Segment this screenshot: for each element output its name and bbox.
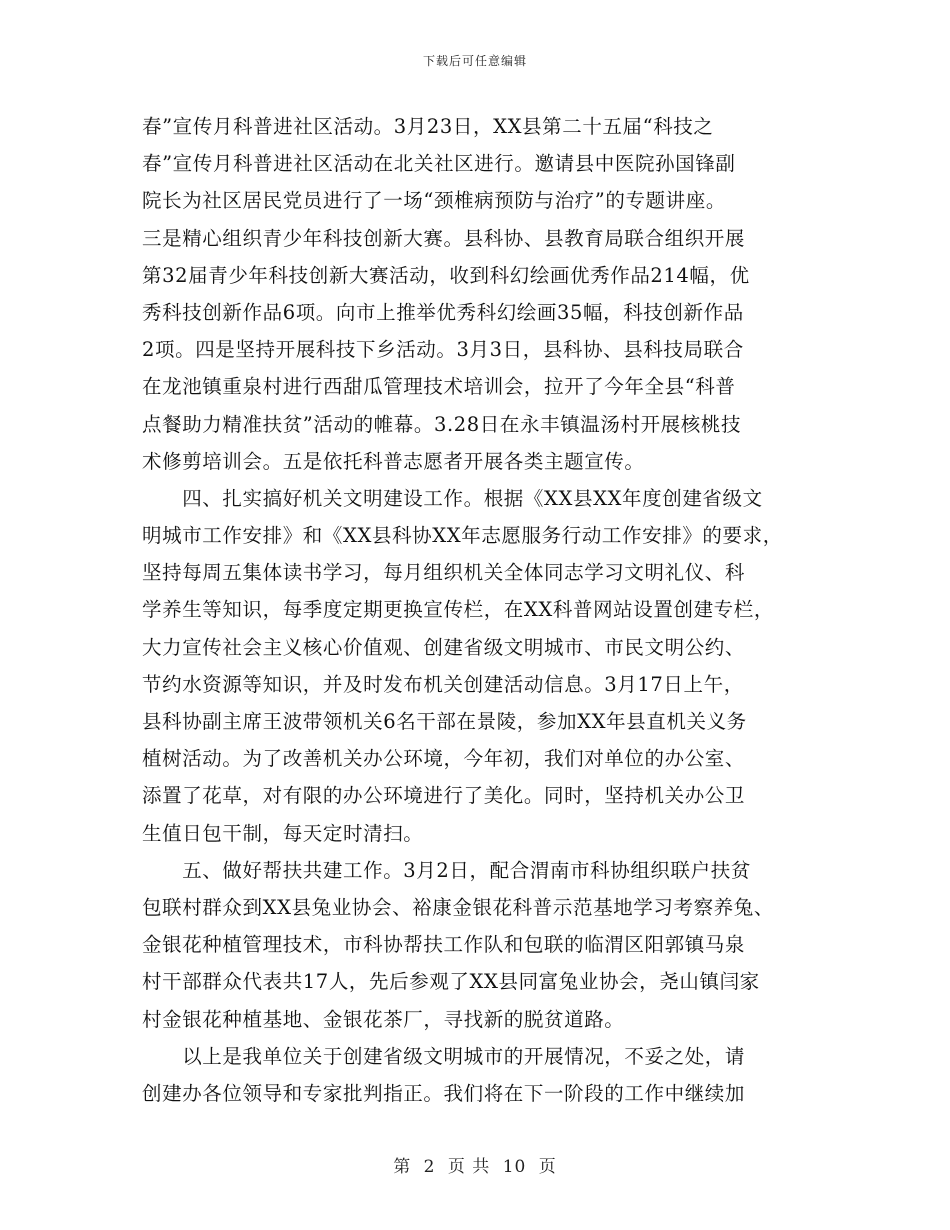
body-line: 坚持每周五集体读书学习，每月组织机关全体同志学习文明礼仪、科 bbox=[142, 561, 746, 585]
body-line: 在龙池镇重泉村进行西甜瓜管理技术培训会，拉开了今年全县“科普 bbox=[142, 375, 736, 399]
body-line: 植树活动。为了改善机关办公环境，今年初，我们对单位的办公室、 bbox=[142, 747, 746, 771]
body-line: 村干部群众代表共17人，先后参观了XX县同富兔业协会，尧山镇闫家 bbox=[142, 970, 760, 994]
body-line: 明城市工作安排》和《XX县科协XX年志愿服务行动工作安排》的要求， bbox=[142, 524, 783, 548]
body-line: 大力宣传社会主义核心价值观、创建省级文明城市、市民文明公约、 bbox=[142, 635, 746, 659]
body-line: 县科协副主席王波带领机关6名干部在景陵，参加XX年县直机关义务 bbox=[142, 710, 747, 733]
body-line: 学养生等知识，每季度定期更换宣传栏，在XX科普网站设置创建专栏， bbox=[142, 598, 774, 622]
body-line: 点餐助力精准扶贫”活动的帷幕。3.28日在永丰镇温汤村开展核桃技 bbox=[142, 412, 742, 436]
body-line: 春”宣传月科普进社区活动。3月23日，XX县第二十五届“科技之 bbox=[142, 115, 714, 138]
body-line: 秀科技创新作品6项。向市上推举优秀科幻绘画35幅，科技创新作品 bbox=[142, 300, 744, 324]
page-prefix: 第 bbox=[393, 1157, 412, 1177]
page-mid: 页 共 bbox=[447, 1157, 491, 1177]
body-line: 添置了花草，对有限的办公环境进行了美化。同时，坚持机关办公卫 bbox=[142, 784, 746, 808]
body-line: 院长为社区居民党员进行了一场“颈椎病预防与治疗”的专题讲座。 bbox=[142, 189, 726, 213]
body-line: 以上是我单位关于创建省级文明城市的开展情况，不妥之处，请 bbox=[142, 1044, 746, 1068]
page-number-footer bbox=[0, 1152, 950, 1177]
body-line: 五、做好帮扶共建工作。3月2日，配合渭南市科协组织联户扶贫 bbox=[142, 858, 751, 882]
body-line: 生值日包干制，每天定时清扫。 bbox=[142, 821, 424, 845]
body-line: 第32届青少年科技创新大赛活动，收到科幻绘画优秀作品214幅，优 bbox=[142, 263, 750, 287]
body-line: 节约水资源等知识，并及时发布机关创建活动信息。3月17日上午， bbox=[142, 672, 744, 696]
body-line: 术修剪培训会。五是依托科普志愿者开展各类主题宣传。 bbox=[142, 449, 645, 473]
body-line: 四、扎实搞好机关文明建设工作。根据《XX县XX年度创建省级文 bbox=[142, 486, 763, 510]
body-line: 三是精心组织青少年科技创新大赛。县科协、县教育局联合组织开展 bbox=[142, 226, 746, 250]
body-line: 包联村群众到XX县兔业协会、裕康金银花科普示范基地学习考察养兔、 bbox=[142, 895, 774, 919]
document-body bbox=[142, 108, 822, 1112]
body-line: 春”宣传月科普进社区活动在北关社区进行。邀请县中医院孙国锋副 bbox=[142, 152, 736, 176]
page-total: 10 bbox=[502, 1157, 527, 1177]
body-line: 村金银花种植基地、金银花茶厂，寻找新的脱贫道路。 bbox=[142, 1007, 625, 1031]
page-current: 2 bbox=[423, 1157, 436, 1177]
page-suffix: 页 bbox=[538, 1157, 557, 1177]
body-line: 金银花种植管理技术，市科协帮扶工作队和包联的临渭区阳郭镇马泉 bbox=[142, 933, 746, 957]
body-line: 创建办各位领导和专家批判指正。我们将在下一阶段的工作中继续加 bbox=[142, 1081, 746, 1105]
page-header-note: 下载后可任意编辑 bbox=[422, 54, 527, 68]
body-line: 2项。四是坚持开展科技下乡活动。3月3日，县科协、县科技局联合 bbox=[142, 338, 744, 362]
